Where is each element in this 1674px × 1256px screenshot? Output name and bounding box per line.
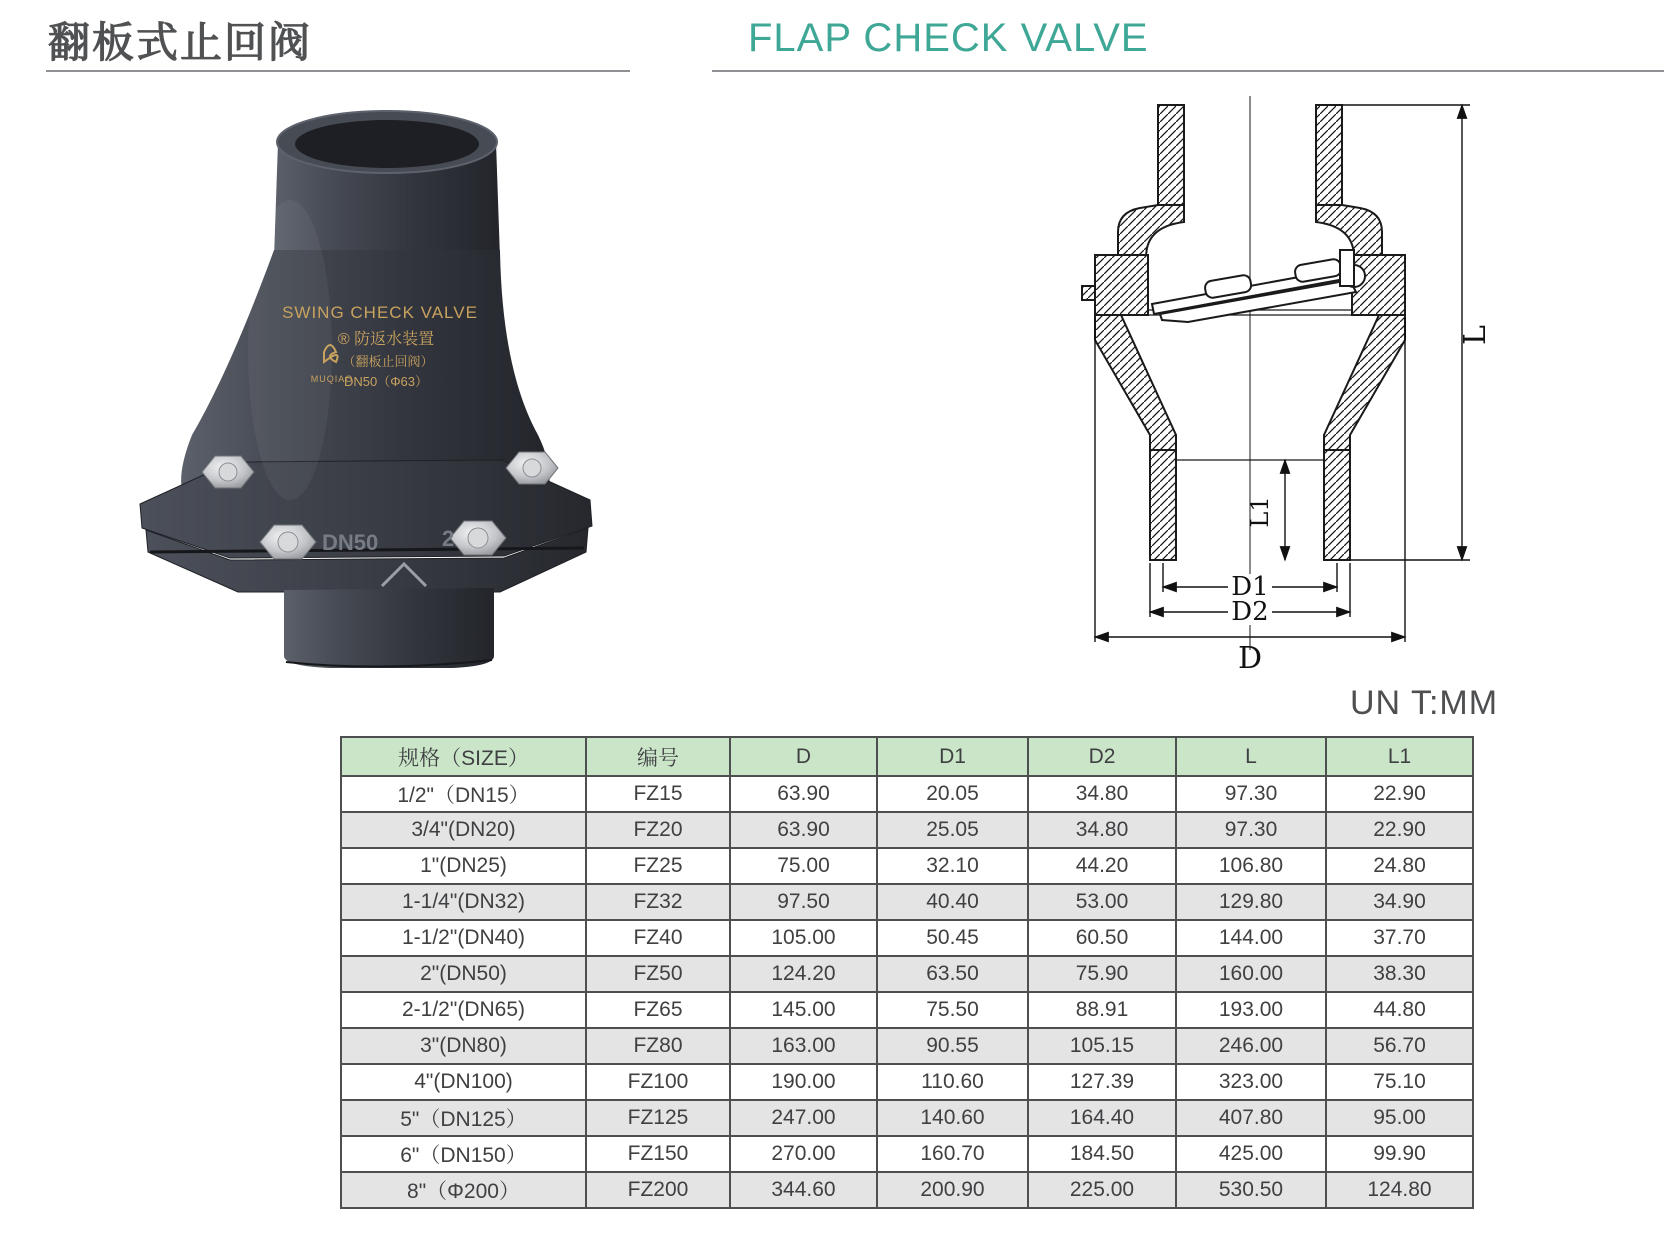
table-cell: FZ40 (586, 920, 730, 956)
table-cell: FZ100 (586, 1064, 730, 1100)
valve-section-drawing (1000, 90, 1580, 690)
table-cell: 2-1/2"(DN65) (341, 992, 586, 1028)
embossed-size: DN50 (322, 530, 379, 555)
table-cell: 140.60 (877, 1100, 1028, 1136)
table-cell: 22.90 (1326, 776, 1473, 812)
table-cell: FZ65 (586, 992, 730, 1028)
table-cell: FZ125 (586, 1100, 730, 1136)
divider-right (712, 70, 1664, 72)
table-cell: 2"(DN50) (341, 956, 586, 992)
table-row (341, 1028, 1473, 1064)
table-cell: 63.90 (730, 812, 877, 848)
table-row (341, 776, 1473, 812)
table-cell: 95.00 (1326, 1100, 1473, 1136)
table-cell: 25.05 (877, 812, 1028, 848)
table-cell: 75.10 (1326, 1064, 1473, 1100)
product-photo (80, 90, 650, 670)
table-cell: 1"(DN25) (341, 848, 586, 884)
table-cell: 6"（DN150） (341, 1136, 586, 1172)
dim-label-d2: D2 (1231, 597, 1269, 627)
table-cell: 63.50 (877, 956, 1028, 992)
divider-left (46, 70, 630, 72)
table-cell: 40.40 (877, 884, 1028, 920)
table-cell: FZ15 (586, 776, 730, 812)
technical-drawing (1000, 90, 1580, 690)
table-cell: 425.00 (1176, 1136, 1326, 1172)
dim-label-d1: D1 (1231, 572, 1269, 602)
table-cell: 3/4"(DN20) (341, 812, 586, 848)
page-title-chinese: 翻板式止回阀 (48, 19, 313, 66)
table-cell: FZ200 (586, 1172, 730, 1208)
table-cell: 75.00 (730, 848, 877, 884)
table-cell: 193.00 (1176, 992, 1326, 1028)
table-row (341, 812, 1473, 848)
table-cell: 32.10 (877, 848, 1028, 884)
table-cell: 200.90 (877, 1172, 1028, 1208)
table-cell: FZ50 (586, 956, 730, 992)
table-cell: 190.00 (730, 1064, 877, 1100)
table-cell: 110.60 (877, 1064, 1028, 1100)
table-cell: 88.91 (1028, 992, 1176, 1028)
column-header: L (1176, 737, 1326, 776)
table-cell: 34.80 (1028, 812, 1176, 848)
valve-label-line2: ® 防返水装置 (337, 331, 435, 348)
check-valve-photo-illustration (80, 90, 650, 670)
table-cell: 34.80 (1028, 776, 1176, 812)
table-row (341, 1100, 1473, 1136)
table-cell: 97.50 (730, 884, 877, 920)
table-cell: 246.00 (1176, 1028, 1326, 1064)
table-row (341, 992, 1473, 1028)
table-cell: 44.80 (1326, 992, 1473, 1028)
table-cell: 44.20 (1028, 848, 1176, 884)
table-cell: 97.30 (1176, 776, 1326, 812)
table-cell: 53.00 (1028, 884, 1176, 920)
table-cell: 22.90 (1326, 812, 1473, 848)
table-cell: 1-1/2"(DN40) (341, 920, 586, 956)
table-cell: 124.20 (730, 956, 877, 992)
column-header: 编号 (586, 737, 730, 776)
table-row (341, 1172, 1473, 1208)
table-cell: 1/2"（DN15） (341, 776, 586, 812)
table-row (341, 920, 1473, 956)
column-header: 规格（SIZE） (341, 737, 586, 776)
table-cell: 56.70 (1326, 1028, 1473, 1064)
dimension-lines (1095, 105, 1470, 642)
table-cell: 24.80 (1326, 848, 1473, 884)
table-row (341, 1136, 1473, 1172)
unit-note: UN T:MM (1350, 684, 1499, 722)
table-cell: 90.55 (877, 1028, 1028, 1064)
table-cell: 60.50 (1028, 920, 1176, 956)
table-cell: FZ150 (586, 1136, 730, 1172)
dim-label-d: D (1237, 641, 1263, 676)
table-cell: 20.05 (877, 776, 1028, 812)
valve-brand: MUQIAO (310, 374, 354, 384)
table-cell: 407.80 (1176, 1100, 1326, 1136)
table-cell: 8"（Φ200） (341, 1172, 586, 1208)
embossed-inch: 2 (442, 526, 455, 551)
table-row (341, 1064, 1473, 1100)
column-header: D1 (877, 737, 1028, 776)
valve-label-line3: （翻板止回阀） (342, 354, 434, 369)
table-cell: 247.00 (730, 1100, 877, 1136)
table-cell: 323.00 (1176, 1064, 1326, 1100)
column-header: D (730, 737, 877, 776)
table-cell: FZ80 (586, 1028, 730, 1064)
table-cell: 75.90 (1028, 956, 1176, 992)
table-cell: 160.70 (877, 1136, 1028, 1172)
table-cell: 106.80 (1176, 848, 1326, 884)
dim-label-l1: L1 (1246, 496, 1274, 528)
table-cell: 105.15 (1028, 1028, 1176, 1064)
table-cell: 184.50 (1028, 1136, 1176, 1172)
table-cell: 4"(DN100) (341, 1064, 586, 1100)
table-cell: 145.00 (730, 992, 877, 1028)
table-cell: FZ20 (586, 812, 730, 848)
column-header: D2 (1028, 737, 1176, 776)
table-cell: 530.50 (1176, 1172, 1326, 1208)
spec-table (340, 736, 1474, 1209)
table-cell: 270.00 (730, 1136, 877, 1172)
table-cell: 129.80 (1176, 884, 1326, 920)
table-row (341, 884, 1473, 920)
table-cell: 37.70 (1326, 920, 1473, 956)
table-cell: 160.00 (1176, 956, 1326, 992)
table-cell: 144.00 (1176, 920, 1326, 956)
table-cell: 38.30 (1326, 956, 1473, 992)
table-row (341, 848, 1473, 884)
table-cell: 97.30 (1176, 812, 1326, 848)
table-cell: 105.00 (730, 920, 877, 956)
table-cell: 3"(DN80) (341, 1028, 586, 1064)
table-cell: 225.00 (1028, 1172, 1176, 1208)
table-cell: 99.90 (1326, 1136, 1473, 1172)
table-cell: 344.60 (730, 1172, 877, 1208)
valve-label-line1: SWING CHECK VALVE (282, 303, 478, 322)
flap-disc (1152, 250, 1365, 322)
dim-label-l: L (1458, 325, 1493, 345)
table-cell: 63.90 (730, 776, 877, 812)
table-row (341, 956, 1473, 992)
column-header: L1 (1326, 737, 1473, 776)
table-cell: 75.50 (877, 992, 1028, 1028)
table-cell: 127.39 (1028, 1064, 1176, 1100)
table-cell: FZ25 (586, 848, 730, 884)
table-cell: 163.00 (730, 1028, 877, 1064)
table-cell: 5"（DN125） (341, 1100, 586, 1136)
table-cell: 1-1/4"(DN32) (341, 884, 586, 920)
table-cell: 34.90 (1326, 884, 1473, 920)
spec-table-body (341, 776, 1473, 1208)
table-cell: 50.45 (877, 920, 1028, 956)
table-cell: 164.40 (1028, 1100, 1176, 1136)
table-cell: FZ32 (586, 884, 730, 920)
table-cell: 124.80 (1326, 1172, 1473, 1208)
valve-label-line4: DN50（Φ63） (343, 374, 429, 389)
spec-table-header-row (341, 737, 1473, 776)
page-title-english: FLAP CHECK VALVE (748, 16, 1149, 60)
